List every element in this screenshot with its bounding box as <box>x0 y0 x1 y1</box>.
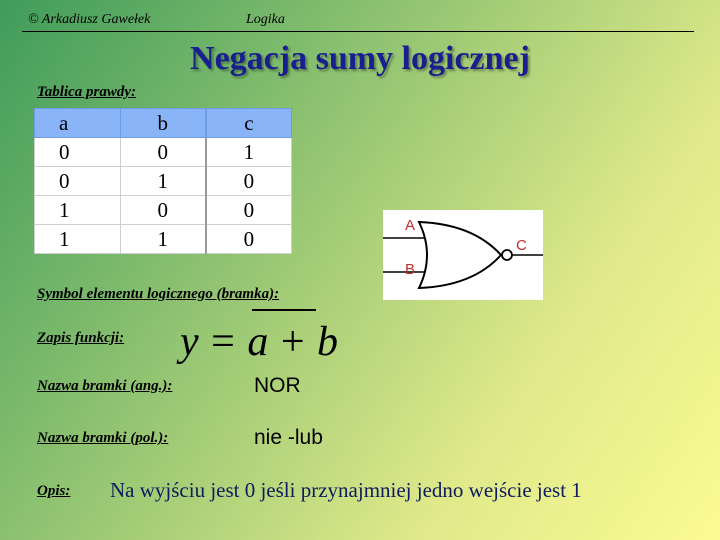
table-cell: 1 <box>35 225 121 254</box>
header-divider <box>22 31 694 32</box>
header-author: © Arkadiusz Gawełek <box>28 12 151 27</box>
table-cell: 0 <box>120 196 206 225</box>
header-subject: Logika <box>246 12 285 27</box>
symbol-label: Symbol elementu logicznego (bramka): <box>37 286 280 302</box>
truth-table <box>34 108 292 254</box>
gate-input-b-label: B <box>405 261 416 278</box>
table-cell: 0 <box>35 167 121 196</box>
table-cell: 1 <box>120 167 206 196</box>
formula-equals: = <box>211 319 236 365</box>
table-header-row <box>35 109 292 138</box>
formula-lhs: y <box>180 319 200 365</box>
gate-name-en-label: Nazwa bramki (ang.): <box>37 378 173 394</box>
column-header-c: c <box>206 109 292 138</box>
negation-overbar <box>252 309 316 311</box>
table-row <box>35 167 292 196</box>
description-text: Na wyjściu jest 0 jeśli przynajmniej jedno wejście jest 1 <box>110 478 582 502</box>
formula-var1: a <box>247 319 270 365</box>
formula-plus: + <box>280 319 306 365</box>
table-cell: 0 <box>206 167 292 196</box>
gate-name-pl-label: Nazwa bramki (pol.): <box>37 430 169 446</box>
gate-input-a-label: A <box>405 217 416 234</box>
table-cell: 1 <box>206 138 292 167</box>
slide-title: Negacja sumy logicznej <box>190 40 530 77</box>
table-row <box>35 225 292 254</box>
formula-label: Zapis funkcji: <box>37 330 125 346</box>
gate-name-pl-value: nie -lub <box>254 426 323 449</box>
table-cell: 0 <box>35 138 121 167</box>
gate-output-label: C <box>516 237 527 254</box>
formula-var2: b <box>317 319 340 365</box>
column-header-b: b <box>120 109 206 138</box>
formula <box>180 318 339 366</box>
gate-name-en-value: NOR <box>254 374 301 397</box>
nor-gate-symbol <box>383 210 543 300</box>
table-row <box>35 196 292 225</box>
table-cell: 0 <box>206 225 292 254</box>
truth-table-label: Tablica prawdy: <box>37 84 137 100</box>
table-cell: 1 <box>120 225 206 254</box>
column-header-a: a <box>35 109 121 138</box>
description-label: Opis: <box>37 483 71 499</box>
table-row <box>35 138 292 167</box>
table-cell: 0 <box>120 138 206 167</box>
table-cell: 1 <box>35 196 121 225</box>
table-cell: 0 <box>206 196 292 225</box>
